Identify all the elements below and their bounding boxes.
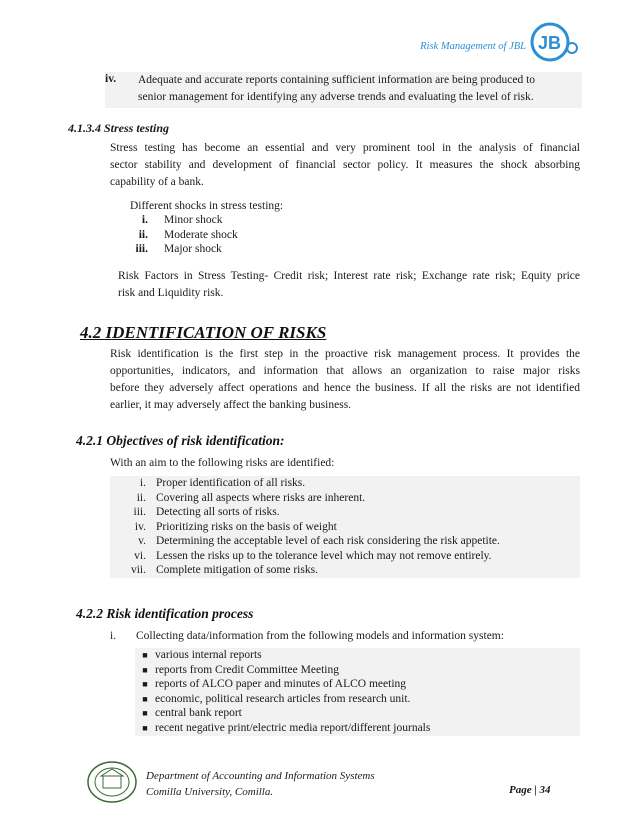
square-bullet-icon: ■	[142, 664, 148, 675]
footer-line2: Comilla University, Comilla.	[146, 786, 274, 798]
list-item: ii. Covering all aspects where risks are inherent.	[136, 491, 366, 504]
list-item: ■ reports of ALCO paper and minutes of ALCO meeting	[135, 677, 580, 692]
square-bullet-icon: ■	[142, 693, 148, 704]
list-item: ■ economic, political research articles from research unit.	[135, 692, 580, 707]
jbl-logo-icon	[530, 22, 580, 62]
objectives-list	[110, 476, 580, 578]
paragraph-line: sector stability and development of financial sector policy. It measures the shock absorbing	[110, 159, 580, 171]
process-bullet-list	[135, 648, 580, 736]
paragraph-line: capability of a bank.	[110, 176, 204, 188]
list-item: ii. Moderate shock	[138, 228, 238, 241]
list-item: ■ various internal reports	[135, 648, 580, 663]
page-number: Page | 34	[509, 784, 551, 796]
svg-text:JB: JB	[538, 33, 562, 53]
list-item: iv. Prioritizing risks on the basis of weight	[134, 520, 337, 533]
list-item: iii. Major shock	[135, 243, 222, 255]
square-bullet-icon: ■	[142, 708, 148, 718]
paragraph-line: Risk identification is the first step in the proactive risk management process. It provides the	[110, 348, 580, 360]
paragraph-line: earlier, it may adversely affect the banking business.	[110, 399, 352, 411]
list-item: ■ recent negative print/electric media report/different journals	[135, 721, 580, 736]
university-seal-icon	[86, 760, 138, 804]
list-item: i. Minor shock	[141, 214, 223, 226]
risk-factors-text	[118, 268, 580, 302]
paragraph-line: opportunities, indicators, and information that allows an organization to raise major risks	[110, 365, 580, 377]
paragraph-line: risk and Liquidity risk.	[118, 287, 224, 299]
paragraph-line: before they adversely affect operations and hence the business. If all the risks are not identified	[110, 382, 580, 394]
paragraph-line: Risk Factors in Stress Testing- Credit risk; Interest rate risk; Exchange rate risk; Equity price	[118, 270, 580, 282]
process-step-number: i.	[110, 630, 117, 642]
item-iv-number: iv.	[105, 73, 117, 85]
process-heading: 4.2.2 Risk identification process	[76, 606, 254, 621]
shocks-intro: Different shocks in stress testing:	[130, 200, 284, 212]
stress-testing-heading: 4.1.3.4 Stress testing	[68, 121, 170, 135]
square-bullet-icon: ■	[142, 650, 148, 660]
paragraph-line: Stress testing has become an essential and very prominent tool in the analysis of financial	[110, 142, 580, 154]
item-iv-line2: senior management for identifying any adverse trends and evaluating the level of risk.	[138, 91, 534, 103]
shocks-list	[118, 213, 238, 257]
list-item: vii. Complete mitigation of some risks.	[130, 564, 318, 576]
header-title: Risk Management of JBL	[420, 41, 526, 52]
stress-testing-paragraph	[110, 140, 580, 191]
list-item: i. Proper identification of all risks.	[139, 477, 306, 489]
list-item: vi. Lessen the risks up to the tolerance level which may not remove entirely.	[134, 549, 492, 562]
list-item: v. Determining the acceptable level of each risk considering the risk appetite.	[138, 535, 500, 547]
square-bullet-icon: ■	[142, 722, 148, 733]
list-item: ■ central bank report	[135, 706, 580, 721]
square-bullet-icon: ■	[142, 679, 148, 689]
list-item: ■ reports from Credit Committee Meeting	[135, 663, 580, 678]
identification-heading: 4.2 IDENTIFICATION OF RISKS	[80, 323, 327, 342]
process-step	[110, 629, 504, 644]
item-iv-line1: Adequate and accurate reports containing sufficient information are being produced to	[138, 74, 536, 86]
footer-department	[146, 768, 375, 800]
objectives-heading: 4.2.1 Objectives of risk identification:	[76, 433, 285, 448]
identification-paragraph	[110, 346, 580, 414]
process-step-text: Collecting data/information from the following models and information system:	[136, 630, 504, 642]
list-item: iii. Detecting all sorts of risks.	[133, 506, 280, 518]
objectives-intro: With an aim to the following risks are identified:	[110, 457, 335, 469]
footer-line1: Department of Accounting and Information Systems	[146, 770, 375, 782]
